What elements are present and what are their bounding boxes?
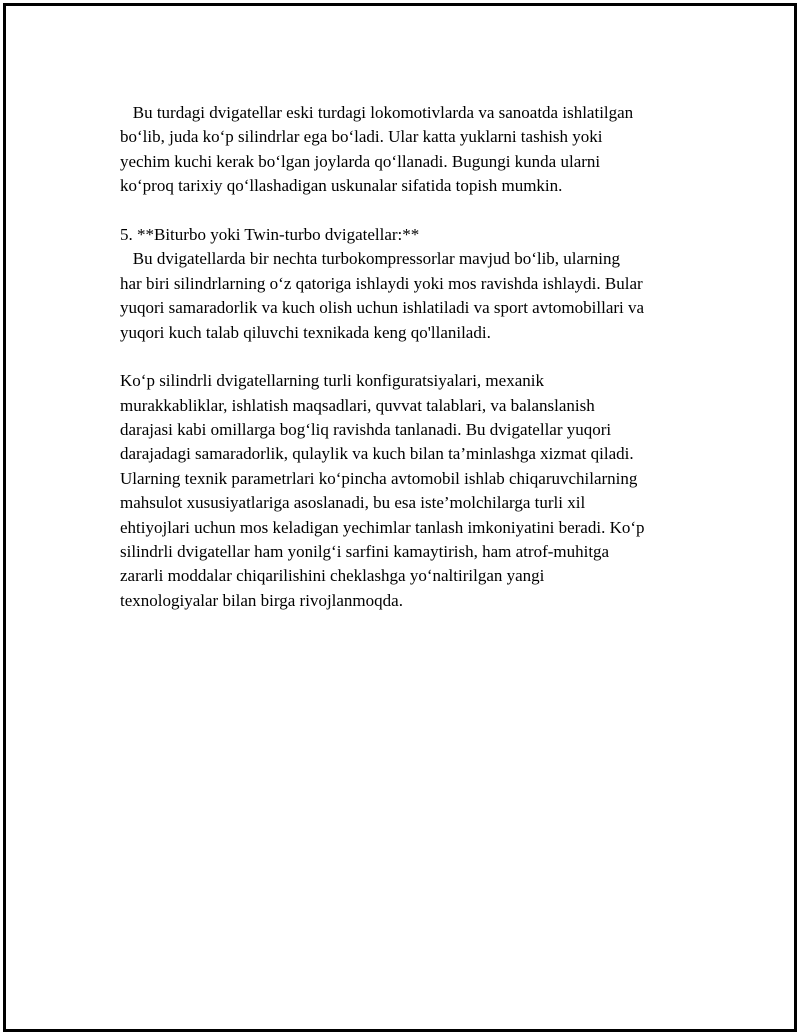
list-item-heading: 5. **Biturbo yoki Twin-turbo dvigatellar:** — [120, 224, 420, 244]
paragraph-biturbo-engines — [120, 223, 700, 345]
text-line: texnologiyalar bilan birga rivojlanmoqda. — [120, 590, 403, 610]
text-line: Bu dvigatellarda bir nechta turbokompressorlar mavjud bo‘lib, ularning — [120, 249, 620, 269]
text-line: Ularning texnik parametrlari ko‘pincha avtomobil ishlab chiqaruvchilarning — [120, 468, 638, 488]
text-line: yechim kuchi kerak bo‘lgan joylarda qo‘llanadi. Bugungi kunda ularni — [120, 151, 601, 171]
text-line: murakkabliklar, ishlatish maqsadlari, quvvat talablari, va balanslanish — [120, 395, 595, 415]
document-body — [120, 101, 700, 613]
text-line: mahsulot xususiyatlariga asoslanadi, bu esa iste’molchilarga turli xil — [120, 493, 586, 513]
text-line: darajadagi samaradorlik, qulaylik va kuch bilan ta’minlashga xizmat qiladi. — [120, 444, 634, 464]
text-line: darajasi kabi omillarga bog‘liq ravishda tanlanadi. Bu dvigatellar yuqori — [120, 420, 612, 440]
text-line: Ko‘p silindrli dvigatellarning turli konfiguratsiyalari, mexanik — [120, 371, 544, 391]
text-line: har biri silindrlarning o‘z qatoriga ishlaydi yoki mos ravishda ishlaydi. Bular — [120, 273, 643, 293]
text-line: ehtiyojlari uchun mos keladigan yechimlar tanlash imkoniyatini beradi. Ko‘p — [120, 517, 645, 537]
paragraph-conclusion — [120, 369, 700, 613]
text-line: yuqori samaradorlik va kuch olish uchun ishlatiladi va sport avtomobillari va — [120, 298, 645, 318]
paragraph-spacer — [120, 345, 700, 369]
text-line: silindrli dvigatellar ham yonilg‘i sarfini kamaytirish, ham atrof-muhitga — [120, 542, 610, 562]
text-line: yuqori kuch talab qiluvchi texnikada keng qo'llaniladi. — [120, 322, 491, 342]
page-border — [3, 3, 797, 1032]
text-line: Bu turdagi dvigatellar eski turdagi lokomotivlarda va sanoatda ishlatilgan — [120, 103, 634, 122]
text-line: ko‘proq tarixiy qo‘llashadigan uskunalar sifatida topish mumkin. — [120, 176, 563, 196]
text-line: bo‘lib, juda ko‘p silindrlar ega bo‘ladi. Ular katta yuklarni tashish yoki — [120, 127, 603, 147]
paragraph-locomotive-engines — [120, 101, 700, 199]
paragraph-spacer — [120, 199, 700, 223]
text-line: zararli moddalar chiqarilishini cheklashga yo‘naltirilgan yangi — [120, 566, 545, 586]
